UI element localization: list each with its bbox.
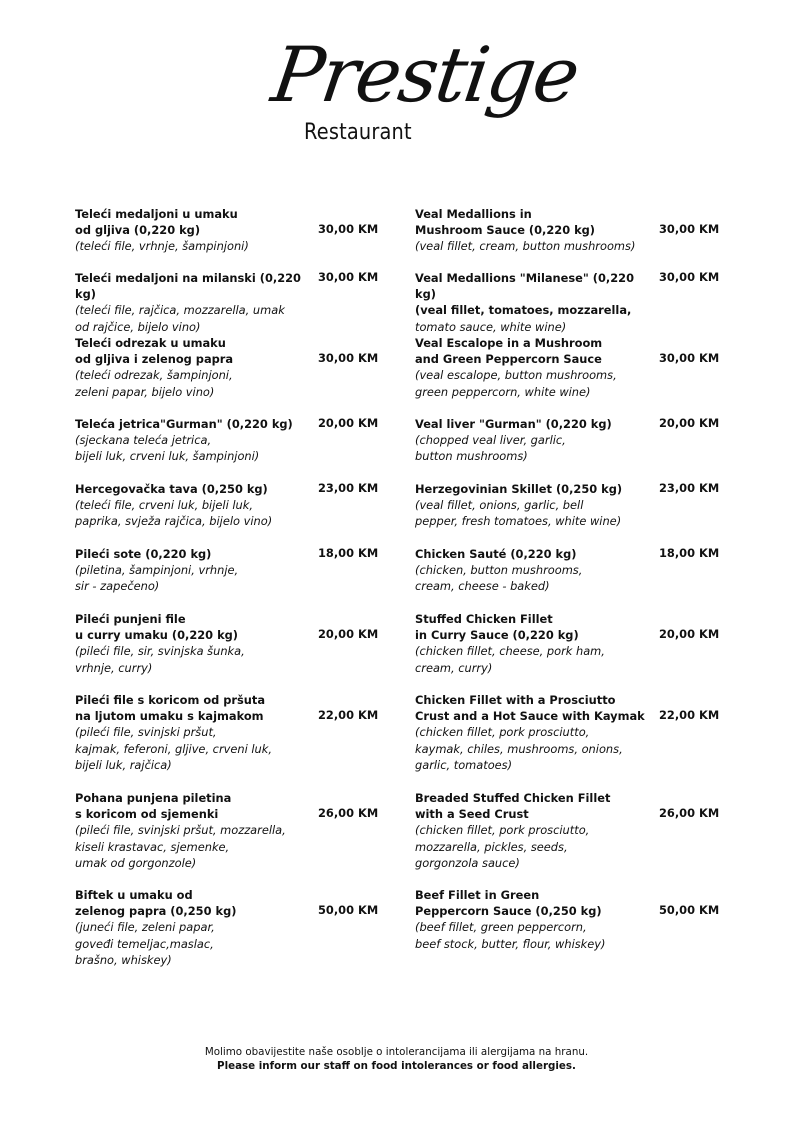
menu-item-description: (veal fillet, cream, button mushrooms) — [415, 239, 636, 254]
menu-item-name: Pohana punjena piletina s koricom od sjemenki — [75, 791, 232, 822]
menu-item-description: (teleći file, rajčica, mozzarella, umak od rajčice, bijelo vino) — [75, 303, 285, 334]
menu-item-description: (teleći file, vrhnje, šampinjoni) — [75, 239, 249, 254]
menu-item-description: (chopped veal liver, garlic, button mushrooms) — [415, 433, 566, 464]
menu-item — [415, 335, 725, 400]
menu-item-price: 23,00 KM — [318, 481, 379, 495]
menu-item-description: (pileći file, svinjski pršut, mozzarella, kiseli krastavac, sjemenke, umak od gorgonzole) — [75, 823, 286, 870]
menu-item-price: 30,00 KM — [318, 351, 379, 365]
menu-item — [415, 206, 725, 255]
logo-wordmark: Prestige — [266, 30, 584, 119]
menu-item-name: Biftek u umaku od zelenog papra (0,250 kg) — [75, 888, 237, 919]
menu-item-name: Stuffed Chicken Fillet in Curry Sauce (0,220 kg) — [415, 612, 579, 643]
menu-item-name: Hercegovačka tava (0,250 kg) — [75, 482, 268, 496]
menu-item-price: 30,00 KM — [318, 222, 379, 236]
menu-item-description: (teleći odrezak, šampinjoni, zeleni papar, bijelo vino) — [75, 368, 233, 399]
menu-item-price: 30,00 KM — [659, 270, 720, 284]
menu-item-price: 22,00 KM — [659, 708, 720, 722]
menu-item-description: (veal fillet, onions, garlic, bell pepper, fresh tomatoes, white wine) — [415, 498, 622, 529]
menu-item-description: (juneći file, zeleni papar, goveđi temeljac,maslac, brašno, whiskey) — [75, 920, 215, 967]
menu-item-description: (veal escalope, button mushrooms, green peppercorn, white wine) — [415, 368, 617, 399]
menu-item — [75, 546, 385, 595]
menu-item-description: (teleći file, crveni luk, bijeli luk, paprika, svježa rajčica, bijelo vino) — [75, 498, 273, 529]
menu-item-price: 20,00 KM — [659, 416, 720, 430]
menu-item — [75, 416, 385, 465]
menu-item-description: (chicken fillet, pork prosciutto, kaymak, chiles, mushrooms, onions, garlic, tomatoes) — [415, 725, 623, 772]
menu-item-price: 20,00 KM — [318, 627, 379, 641]
menu-item — [415, 270, 725, 335]
menu-item — [415, 481, 725, 530]
menu-item-description: (beef fillet, green peppercorn, beef stock, butter, flour, whiskey) — [415, 920, 606, 951]
menu-item-name: Pileći sote (0,220 kg) — [75, 547, 212, 561]
menu-item-name: Chicken Sauté (0,220 kg) — [415, 547, 577, 561]
menu-item-name: Teleći medaljoni u umaku od gljiva (0,220 kg) — [75, 207, 238, 238]
menu-item-price: 18,00 KM — [318, 546, 379, 560]
menu-item-name: Pileći punjeni file u curry umaku (0,220 kg) — [75, 612, 239, 643]
menu-item — [75, 335, 385, 400]
menu-item — [75, 611, 385, 676]
menu-item — [75, 270, 385, 335]
menu-item-name: Chicken Fillet with a Prosciutto Crust and a Hot Sauce with Kaymak — [415, 693, 645, 724]
menu-item-name: Breaded Stuffed Chicken Fillet with a Seed Crust — [415, 791, 611, 822]
menu-item-price: 18,00 KM — [659, 546, 720, 560]
menu-item-price: 20,00 KM — [659, 627, 720, 641]
menu-item-price: 26,00 KM — [659, 806, 720, 820]
menu-item-description: (pileći file, svinjski pršut, kajmak, feferoni, gljive, crveni luk, bijeli luk, rajčica) — [75, 725, 272, 772]
menu-item — [415, 611, 725, 676]
logo-subtitle: Restaurant — [304, 120, 412, 145]
menu-item — [75, 887, 385, 968]
menu-item — [75, 481, 385, 530]
restaurant-logo — [0, 0, 793, 180]
menu-item-name: Veal Medallions "Milanese" (0,220 kg) (veal fillet, tomatoes, mozzarella, — [415, 271, 635, 318]
menu-item-description: (chicken fillet, cheese, pork ham, cream, curry) — [415, 644, 605, 675]
menu-item-price: 50,00 KM — [318, 903, 379, 917]
menu-item-price: 22,00 KM — [318, 708, 379, 722]
allergy-notice-english: Please inform our staff on food intolerances or food allergies. — [217, 1060, 576, 1072]
menu-item-price: 50,00 KM — [659, 903, 720, 917]
menu-item-name: Teleći medaljoni na milanski (0,220 kg) — [75, 271, 301, 302]
menu-item — [75, 790, 385, 871]
menu-item-name: Veal liver "Gurman" (0,220 kg) — [415, 417, 612, 431]
menu-item-price: 20,00 KM — [318, 416, 379, 430]
menu-item-price: 30,00 KM — [318, 270, 379, 284]
menu-item-description: tomato sauce, white wine) — [415, 319, 567, 334]
menu-item — [415, 887, 725, 952]
allergy-notice-local: Molimo obavijestite naše osoblje o intolerancijama ili alergijama na hranu. — [204, 1046, 589, 1058]
menu-item-price: 30,00 KM — [659, 222, 720, 236]
menu-item-name: Veal Medallions in Mushroom Sauce (0,220 kg) — [415, 207, 596, 238]
menu-item-price: 30,00 KM — [659, 351, 720, 365]
menu-item-name: Teleća jetrica"Gurman" (0,220 kg) — [75, 417, 293, 431]
menu-item-name: Pileći file s koricom od pršuta na ljutom umaku s kajmakom — [75, 693, 266, 724]
menu-item — [415, 546, 725, 595]
menu-item-name: Veal Escalope in a Mushroom and Green Peppercorn Sauce — [415, 336, 603, 367]
menu-item-description: (chicken, button mushrooms, cream, cheese - baked) — [415, 563, 583, 594]
menu-item — [75, 692, 385, 773]
menu-item-name: Herzegovinian Skillet (0,250 kg) — [415, 482, 623, 496]
menu-item-price: 26,00 KM — [318, 806, 379, 820]
allergy-notice — [0, 1045, 793, 1073]
menu-item-description: (chicken fillet, pork prosciutto, mozzarella, pickles, seeds, gorgonzola sauce) — [415, 823, 590, 870]
menu-item-price: 23,00 KM — [659, 481, 720, 495]
menu-item — [415, 692, 725, 773]
menu-item-name: Beef Fillet in Green Peppercorn Sauce (0,250 kg) — [415, 888, 602, 919]
menu-item-description: (sjeckana teleća jetrica, bijeli luk, crveni luk, šampinjoni) — [75, 433, 260, 464]
menu-item — [75, 206, 385, 255]
menu-item — [415, 416, 725, 465]
menu-item-description: (pileći file, sir, svinjska šunka, vrhnje, curry) — [75, 644, 245, 675]
menu-item-name: Teleći odrezak u umaku od gljiva i zelenog papra — [75, 336, 234, 367]
menu-item — [415, 790, 725, 871]
menu-item-description: (piletina, šampinjoni, vrhnje, sir - zapečeno) — [75, 563, 239, 594]
